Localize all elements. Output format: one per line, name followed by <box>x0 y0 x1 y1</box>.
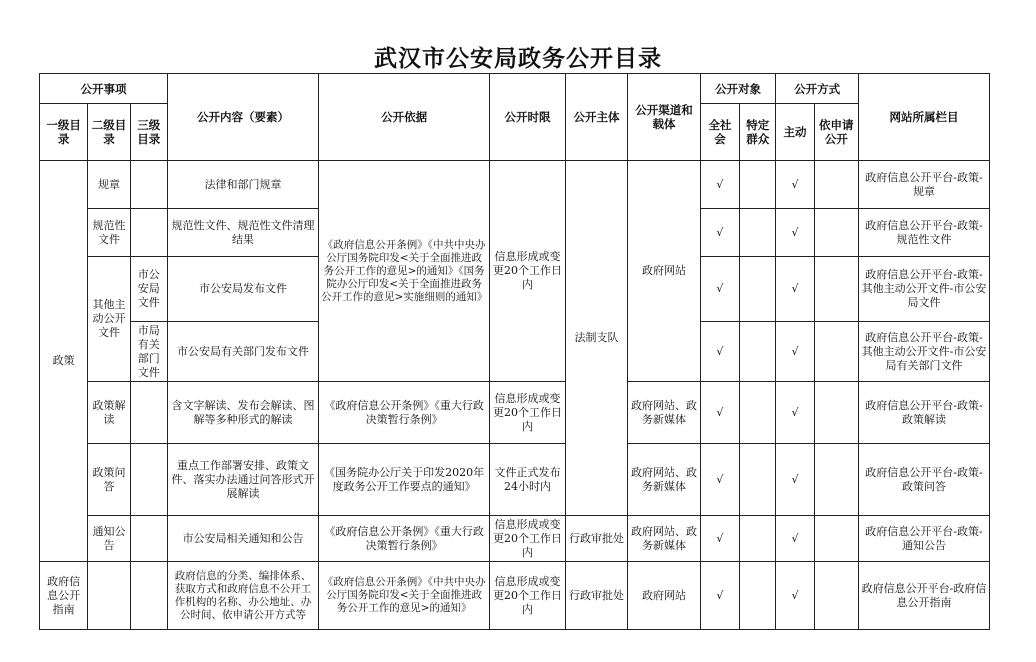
time-limit-cell: 信息形成或变更20个工作日内 <box>490 382 566 444</box>
content-cell: 市公安局相关通知和公告 <box>167 516 318 562</box>
header-level1: 一级目录 <box>40 104 88 161</box>
level3-cell <box>130 516 167 562</box>
empty-cell <box>740 322 776 382</box>
time-limit-cell: 信息形成或变更20个工作日内 <box>490 562 566 630</box>
channel-cell: 政府网站 <box>628 562 701 630</box>
level3-cell <box>130 562 167 630</box>
basis-cell: 《政府信息公开条例》《重大行政决策暂行条例》 <box>319 516 490 562</box>
table-row <box>40 516 990 562</box>
check-mark: √ <box>776 209 814 257</box>
level3-cell <box>130 161 167 209</box>
empty-cell <box>740 516 776 562</box>
header-method: 公开方式 <box>776 74 859 104</box>
check-mark: √ <box>776 322 814 382</box>
website-cell: 政府信息公开平台-政策-政策解读 <box>858 382 989 444</box>
time-limit-cell: 文件正式发布24小时内 <box>490 444 566 516</box>
website-cell: 政府信息公开平台-政策-通知公告 <box>858 516 989 562</box>
table-row <box>40 562 990 630</box>
check-mark: √ <box>776 516 814 562</box>
channel-cell: 政府网站、政务新媒体 <box>628 382 701 444</box>
content-cell: 规范性文件、规范性文件清理结果 <box>167 209 318 257</box>
empty-cell <box>740 161 776 209</box>
empty-cell <box>814 209 858 257</box>
empty-cell <box>740 257 776 322</box>
level3-cell <box>130 209 167 257</box>
website-cell: 政府信息公开平台-政策-规章 <box>858 161 989 209</box>
content-cell: 含文字解读、发布会解读、图解等多种形式的解读 <box>167 382 318 444</box>
level3-cell <box>130 444 167 516</box>
level2-cell: 政策问答 <box>88 444 130 516</box>
table-row <box>40 444 990 516</box>
header-row-1 <box>40 74 990 104</box>
header-target: 公开对象 <box>700 74 776 104</box>
content-cell: 重点工作部署安排、政策文件、落实办法通过问答形式开展解读 <box>167 444 318 516</box>
content-cell: 政府信息的分类、编排体系、获取方式和政府信息不公开工作机构的名称、办公地址、办公时间、依申请公开方式等 <box>167 562 318 630</box>
level2-cell: 规章 <box>88 161 130 209</box>
empty-cell <box>814 161 858 209</box>
header-target-all: 全社会 <box>700 104 739 161</box>
disclosure-catalog-table <box>39 73 990 630</box>
content-cell: 市公安局有关部门发布文件 <box>167 322 318 382</box>
channel-cell: 政府网站、政务新媒体 <box>628 444 701 516</box>
header-target-specific: 特定群众 <box>740 104 776 161</box>
check-mark: √ <box>700 562 739 630</box>
header-method-active: 主动 <box>776 104 814 161</box>
level2-cell: 政策解读 <box>88 382 130 444</box>
content-cell: 市公安局发布文件 <box>167 257 318 322</box>
check-mark: √ <box>776 562 814 630</box>
header-time-limit: 公开时限 <box>490 74 566 161</box>
header-method-apply: 依申请公开 <box>814 104 858 161</box>
header-level2: 二级目录 <box>88 104 130 161</box>
header-public-items: 公开事项 <box>40 74 168 104</box>
header-content: 公开内容（要素） <box>167 74 318 161</box>
subject-cell: 法制支队 <box>565 161 627 516</box>
basis-cell: 《政府信息公开条例》《中共中央办公厅国务院印发<关于全面推进政务公开工作的意见>的通知》 <box>319 562 490 630</box>
level3-cell <box>130 382 167 444</box>
basis-cell: 《政府信息公开条例》《中共中央办公厅国务院印发<关于全面推进政务公开工作的意见>的通知》《国务院办公厅印发<关于全面推进政务公开工作的意见>实施细则的通知》 <box>319 161 490 382</box>
header-website: 网站所属栏目 <box>858 74 989 161</box>
website-cell: 政府信息公开平台-政策-政策问答 <box>858 444 989 516</box>
empty-cell <box>814 444 858 516</box>
channel-cell: 政府网站、政务新媒体 <box>628 516 701 562</box>
subject-cell: 行政审批处 <box>565 562 627 630</box>
header-subject: 公开主体 <box>565 74 627 161</box>
empty-cell <box>814 516 858 562</box>
check-mark: √ <box>700 444 739 516</box>
basis-cell: 《政府信息公开条例》《重大行政决策暂行条例》 <box>319 382 490 444</box>
basis-cell: 《国务院办公厅关于印发2020年度政务公开工作要点的通知》 <box>319 444 490 516</box>
check-mark: √ <box>776 257 814 322</box>
website-cell: 政府信息公开平台-政策-规范性文件 <box>858 209 989 257</box>
level3-cell: 市局有关部门文件 <box>130 322 167 382</box>
empty-cell <box>814 382 858 444</box>
level2-cell: 规范性文件 <box>88 209 130 257</box>
website-cell: 政府信息公开平台-政策-其他主动公开文件-市公安局有关部门文件 <box>858 322 989 382</box>
page-title: 武汉市公安局政务公开目录 <box>374 45 662 72</box>
channel-cell: 政府网站 <box>628 161 701 382</box>
level2-cell: 通知公告 <box>88 516 130 562</box>
time-limit-cell: 信息形成或变更20个工作日内 <box>490 161 566 382</box>
table-row <box>40 161 990 209</box>
time-limit-cell: 信息形成或变更20个工作日内 <box>490 516 566 562</box>
empty-cell <box>814 257 858 322</box>
table-row <box>40 382 990 444</box>
content-cell: 法律和部门规章 <box>167 161 318 209</box>
website-cell: 政府信息公开平台-政府信息公开指南 <box>858 562 989 630</box>
check-mark: √ <box>776 382 814 444</box>
check-mark: √ <box>700 516 739 562</box>
check-mark: √ <box>700 257 739 322</box>
level1-policy: 政策 <box>40 161 88 562</box>
check-mark: √ <box>700 382 739 444</box>
empty-cell <box>814 562 858 630</box>
check-mark: √ <box>700 322 739 382</box>
level3-cell: 市公安局文件 <box>130 257 167 322</box>
check-mark: √ <box>776 161 814 209</box>
header-channel: 公开渠道和载体 <box>628 74 701 161</box>
check-mark: √ <box>776 444 814 516</box>
level2-cell <box>88 562 130 630</box>
check-mark: √ <box>700 209 739 257</box>
empty-cell <box>740 209 776 257</box>
subject-cell: 行政审批处 <box>565 516 627 562</box>
level2-cell: 其他主动公开文件 <box>88 257 130 382</box>
empty-cell <box>740 562 776 630</box>
empty-cell <box>814 322 858 382</box>
level1-guide: 政府信息公开指南 <box>40 562 88 630</box>
header-level3: 三级目录 <box>130 104 167 161</box>
check-mark: √ <box>700 161 739 209</box>
empty-cell <box>740 382 776 444</box>
website-cell: 政府信息公开平台-政策-其他主动公开文件-市公安局文件 <box>858 257 989 322</box>
empty-cell <box>740 444 776 516</box>
header-basis: 公开依据 <box>319 74 490 161</box>
